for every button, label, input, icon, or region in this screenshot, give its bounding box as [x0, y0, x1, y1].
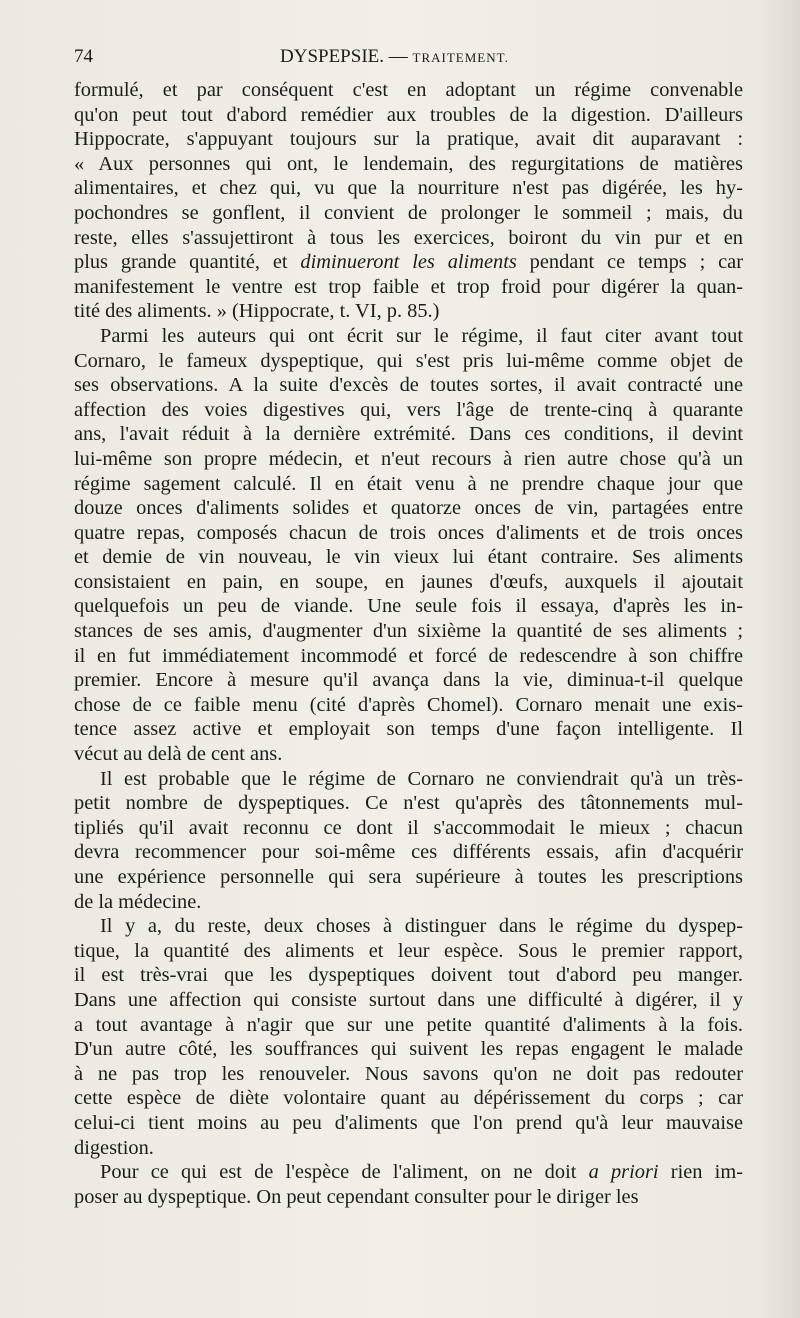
- text-line: Cornaro, le fameux dyspeptique, qui s'est pris lui-même comme objet de: [74, 349, 743, 372]
- text-line: quatre repas, composés chacun de trois onces d'aliments et de trois onces: [74, 521, 743, 544]
- text-line: « Aux personnes qui ont, le lendemain, des regurgitations de matières: [74, 152, 743, 175]
- text-line: D'un autre côté, les souffrances qui suivent les repas engagent le malade: [74, 1038, 743, 1061]
- italic-text: diminueront les aliments: [300, 251, 517, 274]
- paragraph: [74, 914, 743, 1160]
- text-line: manifestement le ventre est trop faible et trop froid pour digérer la quan-: [74, 275, 743, 298]
- running-title-dash: —: [388, 46, 408, 67]
- text-line: Parmi les auteurs qui ont écrit sur le régime, il faut citer avant tout: [100, 324, 743, 347]
- text-line: affection des voies digestives qui, vers l'âge de trente-cinq à quarante: [74, 398, 743, 421]
- text-line: stances de ses amis, d'augmenter d'un sixième la quantité de ses aliments ;: [74, 620, 743, 643]
- text-line: tique, la quantité des aliments et leur espèce. Sous le premier rapport,: [74, 939, 743, 962]
- text-line: Hippocrate, s'appuyant toujours sur la pratique, avait dit auparavant :: [74, 128, 743, 151]
- paragraph: [74, 767, 743, 915]
- italic-text: a priori: [588, 1161, 659, 1184]
- text-line: de la médecine.: [74, 890, 202, 913]
- text-line: lui-même son propre médecin, et n'eut recours à rien autre chose qu'à un: [74, 447, 743, 470]
- text-line: devra recommencer pour soi-même ces différents essais, afin d'acquérir: [74, 841, 743, 864]
- body-text: [74, 78, 743, 1209]
- text-line: celui-ci tient moins au peu d'aliments que l'on prend qu'à leur mauvaise: [74, 1111, 743, 1134]
- paragraph: [74, 1160, 743, 1209]
- text-line: chose de ce faible menu (cité d'après Chomel). Cornaro menait une exis-: [74, 693, 743, 716]
- text-line: petit nombre de dyspeptiques. Ce n'est qu'après des tâtonnements mul-: [74, 792, 743, 815]
- text-line: digestion.: [74, 1136, 154, 1159]
- paragraph: [74, 324, 743, 767]
- text-line: douze onces d'aliments solides et quatorze onces de vin, partagées entre: [74, 497, 743, 520]
- text-line: à ne pas trop les renouveler. Nous savons qu'on ne doit pas redouter: [74, 1062, 743, 1085]
- text-line: plus grande quantité, et diminueront les aliments pendant ce temps ; car: [74, 251, 743, 274]
- page-number: 74: [74, 46, 93, 67]
- text-line: pochondres se gonflent, il convient de prolonger le sommeil ; mais, du: [74, 201, 743, 224]
- text-line: alimentaires, et chez qui, vu que la nourriture n'est pas digérée, les hy-: [74, 177, 743, 200]
- text-line: Il est probable que le régime de Cornaro ne conviendrait qu'à un très-: [100, 767, 743, 790]
- text-line: ans, l'avait réduit à la dernière extrémité. Dans ces conditions, il devint: [74, 423, 743, 446]
- text-line: il est très-vrai que les dyspeptiques doivent tout d'abord peu manger.: [74, 964, 743, 987]
- text-line: reste, elles s'assujettiront à tous les exercices, boiront du vin pur et en: [74, 226, 743, 249]
- text-line: formulé, et par conséquent c'est en adoptant un régime convenable: [74, 79, 743, 101]
- text-line: cette espèce de diète volontaire quant au dépérissement du corps ; car: [74, 1087, 743, 1110]
- text-line: quelquefois un peu de viande. Une seule fois il essaya, d'après les in-: [74, 595, 743, 618]
- page-edge-shadow: [762, 0, 800, 1318]
- text-line: a tout avantage à n'agir que sur une petite quantité d'aliments à la fois.: [74, 1013, 743, 1036]
- text-line: tence assez active et employait son temps d'une façon intelligente. Il: [74, 718, 743, 741]
- text-line: consistaient en pain, en soupe, en jaunes d'œufs, auxquels il ajoutait: [74, 570, 743, 593]
- text-line: une expérience personnelle qui sera supérieure à toutes les prescriptions: [74, 866, 743, 888]
- text-line: Pour ce qui est de l'espèce de l'aliment, on ne doit a priori rien im-: [100, 1161, 743, 1184]
- text-line: tité des aliments. » (Hippocrate, t. VI, p. 85.): [74, 300, 440, 323]
- text-line: premier. Encore à mesure qu'il avança dans la vie, diminua-t-il quelque: [74, 669, 743, 692]
- text-line: vécut au delà de cent ans.: [74, 743, 283, 766]
- text-line: ses observations. A la suite d'excès de toutes sortes, il avait contracté une: [74, 374, 743, 397]
- text-line: Dans une affection qui consiste surtout dans une difficulté à digérer, il y: [74, 988, 743, 1011]
- text-line: tipliés qu'il avait reconnu ce dont il s'accommodait le mieux ; chacun: [74, 816, 743, 839]
- text-line: Il y a, du reste, deux choses à distinguer dans le régime du dyspep-: [100, 915, 743, 938]
- text-line: poser au dyspeptique. On peut cependant consulter pour le diriger les: [74, 1185, 639, 1208]
- paragraph: [74, 78, 743, 324]
- text-line: et demie de vin nouveau, le vin vieux lui étant contraire. Ses aliments: [74, 546, 743, 569]
- running-header: [74, 46, 694, 70]
- text-line: il en fut immédiatement incommodé et forcé de redescendre à son chiffre: [74, 644, 743, 667]
- running-title: [280, 46, 509, 68]
- text-line: régime sagement calculé. Il en était venu à ne prendre chaque jour que: [74, 472, 743, 495]
- running-title-sub: TRAITEMENT.: [412, 50, 509, 65]
- running-title-main: DYSPEPSIE.: [280, 46, 384, 67]
- text-line: qu'on peut tout d'abord remédier aux troubles de la digestion. D'ailleurs: [74, 103, 743, 126]
